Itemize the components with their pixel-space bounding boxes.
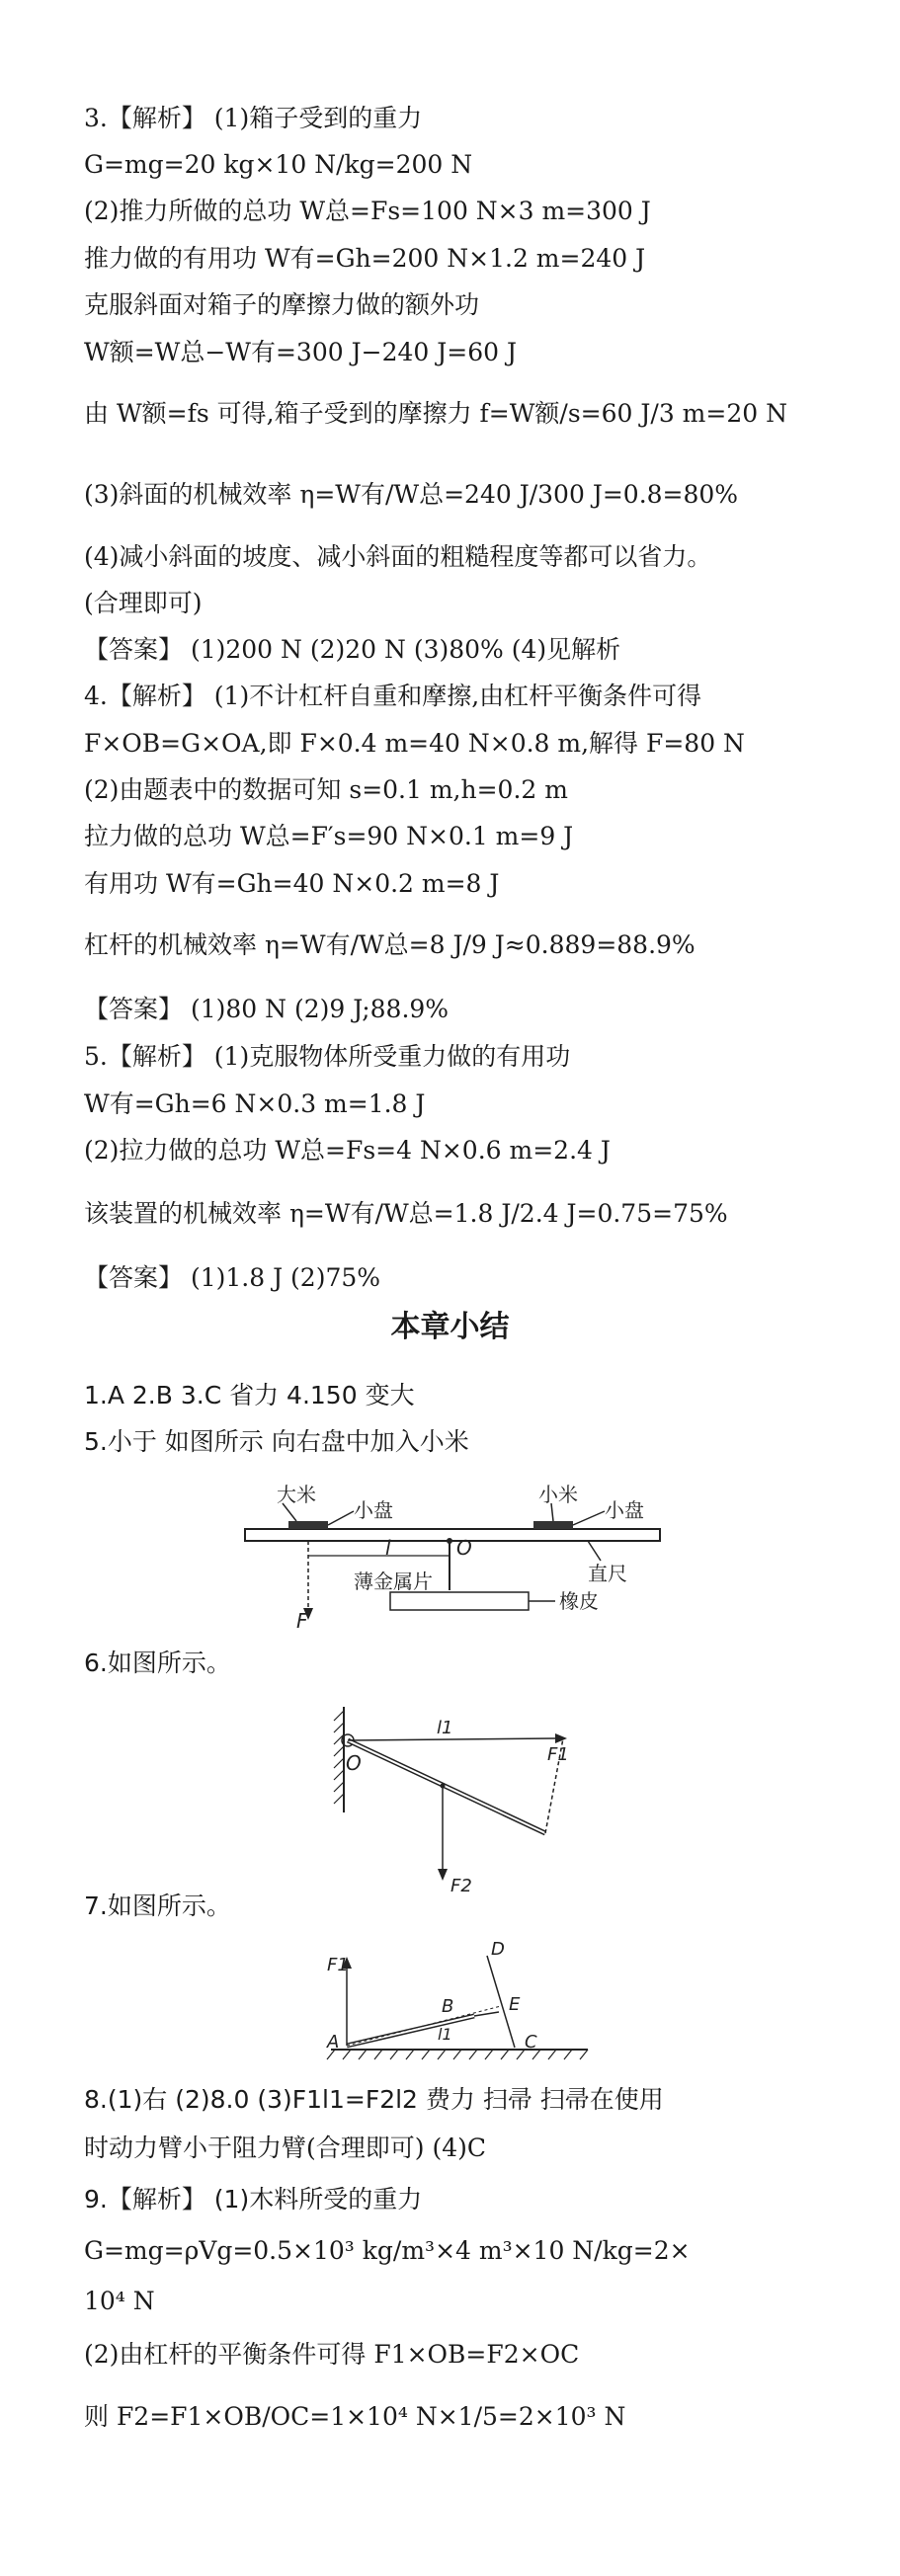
- q3-line-6: W额=W总−W有=300 J−240 J=60 J: [84, 338, 517, 366]
- summary-answer-9-line-4: (2)由杠杆的平衡条件可得 F1×OB=F2×OC: [84, 2340, 580, 2369]
- label-f1: F1: [327, 1955, 349, 1975]
- q4-answer: 【答案】 (1)80 N (2)9 J;88.9%: [84, 995, 450, 1023]
- label-f2: F2: [450, 1876, 472, 1896]
- summary-answers-1-4: 1.A 2.B 3.C 省力 4.150 变大: [84, 1381, 415, 1409]
- q3-line-5: 克服斜面对箱子的摩擦力做的额外功: [84, 290, 480, 319]
- label-l1: l1: [437, 1718, 453, 1738]
- q3-line-4: 推力做的有用功 W有=Gh=200 N×1.2 m=240 J: [84, 244, 646, 273]
- q5-line-1: 5.【解析】 (1)克服物体所受重力做的有用功: [84, 1042, 571, 1071]
- q4-line-2: F×OB=G×OA,即 F×0.4 m=40 N×0.8 m,解得 F=80 N: [84, 729, 745, 758]
- label-ruler: 直尺: [588, 1562, 627, 1585]
- label-small-pan-right: 小盘: [605, 1498, 644, 1522]
- q4-line-3: (2)由题表中的数据可知 s=0.1 m,h=0.2 m: [84, 775, 568, 804]
- q3-answer: 【答案】 (1)200 N (2)20 N (3)80% (4)见解析: [84, 635, 621, 664]
- label-small-pan-left: 小盘: [354, 1498, 393, 1522]
- summary-answer-8-line-2: 时动力臂小于阻力臂(合理即可) (4)C: [84, 2133, 486, 2162]
- q4-line-1: 4.【解析】 (1)不计杠杆自重和摩擦,由杠杆平衡条件可得: [84, 682, 702, 710]
- q4-line-6: 杠杆的机械效率 η=W有/W总=8 J/9 J≈0.889=88.9%: [84, 930, 695, 959]
- q3-line-1: 3.【解析】 (1)箱子受到的重力: [84, 104, 423, 132]
- q3-line-2: G=mg=20 kg×10 N/kg=200 N: [84, 150, 473, 179]
- q4-line-4: 拉力做的总功 W总=F′s=90 N×0.1 m=9 J: [84, 822, 574, 850]
- summary-answer-5: 5.小于 如图所示 向右盘中加入小米: [84, 1427, 469, 1456]
- figure-6-wall-lever: [326, 1699, 583, 1896]
- label-small-rice: 小米: [538, 1483, 578, 1506]
- label-a: A: [327, 2032, 340, 2053]
- q5-answer: 【答案】 (1)1.8 J (2)75%: [84, 1263, 381, 1292]
- summary-answer-8-line-1: 8.(1)右 (2)8.0 (3)F1l1=F2l2 费力 扫帚 扫帚在使用: [84, 2085, 664, 2114]
- q5-line-2: W有=Gh=6 N×0.3 m=1.8 J: [84, 1089, 426, 1118]
- label-big-rice: 大米: [277, 1483, 316, 1506]
- q3-line-8: (3)斜面的机械效率 η=W有/W总=240 J/300 J=0.8=80%: [84, 480, 739, 509]
- summary-answer-9-line-1: 9.【解析】 (1)木料所受的重力: [84, 2185, 423, 2214]
- label-eraser: 橡皮: [559, 1589, 599, 1613]
- section-title: 本章小结: [390, 1310, 510, 1344]
- label-o: O: [456, 1536, 472, 1560]
- label-b: B: [442, 1996, 454, 2017]
- label-sheet: 薄金属片: [354, 1570, 433, 1593]
- q3-line-3: (2)推力所做的总功 W总=Fs=100 N×3 m=300 J: [84, 197, 651, 225]
- summary-answer-9-line-2: G=mg=ρVg=0.5×10³ kg/m³×4 m³×10 N/kg=2×: [84, 2236, 691, 2265]
- label-f1: F1: [547, 1744, 569, 1765]
- label-l: l: [385, 1536, 391, 1560]
- summary-answer-9-line-5: 则 F2=F1×OB/OC=1×10⁴ N×1/5=2×10³ N: [84, 2402, 626, 2431]
- q3-line-10: (合理即可): [84, 589, 203, 617]
- figure-7-rod-diagram: [321, 1941, 598, 2069]
- summary-answer-7: 7.如图所示。: [84, 1892, 231, 1920]
- label-e: E: [509, 1994, 521, 2015]
- q4-line-5: 有用功 W有=Gh=40 N×0.2 m=8 J: [84, 869, 500, 898]
- label-d: D: [491, 1939, 505, 1960]
- q3-line-7: 由 W额=fs 可得,箱子受到的摩擦力 f=W额/s=60 J/3 m=20 N: [84, 399, 787, 428]
- label-c: C: [525, 2032, 537, 2053]
- summary-answer-9-line-3: 10⁴ N: [84, 2287, 155, 2315]
- q3-line-9: (4)减小斜面的坡度、减小斜面的粗糙程度等都可以省力。: [84, 542, 712, 571]
- q5-line-3: (2)拉力做的总功 W总=Fs=4 N×0.6 m=2.4 J: [84, 1136, 611, 1165]
- q5-line-4: 该装置的机械效率 η=W有/W总=1.8 J/2.4 J=0.75=75%: [84, 1199, 728, 1228]
- label-o: O: [346, 1751, 362, 1775]
- label-f: F: [296, 1609, 308, 1633]
- label-l1: l1: [438, 2025, 452, 2044]
- summary-answer-6: 6.如图所示。: [84, 1649, 231, 1677]
- figure-5-ruler-balance: [237, 1462, 672, 1633]
